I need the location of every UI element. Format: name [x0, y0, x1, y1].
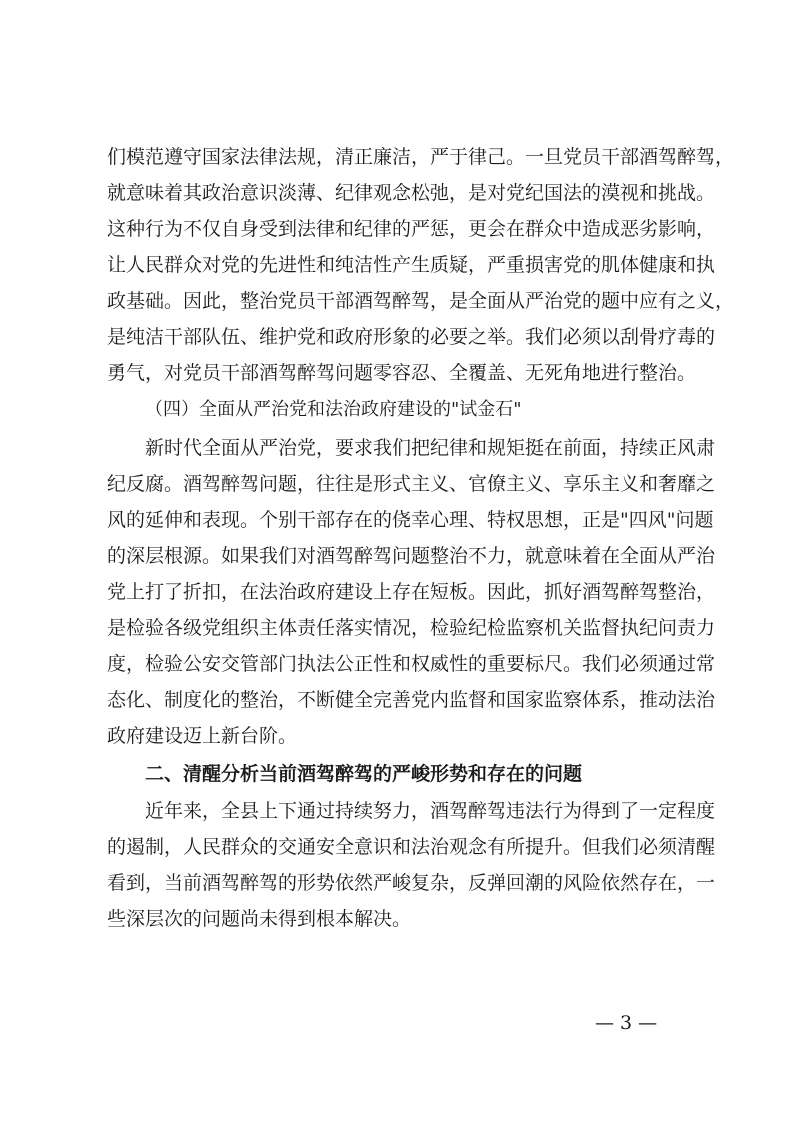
- paragraph-line: 看到，当前酒驾醉驾的形势依然严峻复杂，反弹回潮的风险依然存在，一: [107, 872, 716, 894]
- paragraph-line: 党上打了折扣，在法治政府建设上存在短板。因此，抓好酒驾醉驾整治，: [107, 581, 716, 603]
- paragraph-line: 们模范遵守国家法律法规，清正廉洁，严于律己。一旦党员干部酒驾醉驾，: [107, 146, 735, 168]
- paragraph-line: 就意味着其政治意识淡薄、纪律观念松弛，是对党纪国法的漠视和挑战。: [107, 182, 716, 204]
- section-heading-2: 二、清醒分析当前酒驾醉驾的严峻形势和存在的问题: [145, 763, 583, 785]
- paragraph-line: 政府建设迈上新台阶。: [107, 725, 298, 747]
- paragraph-line: 度，检验公安交管部门执法公正性和权威性的重要标尺。我们必须通过常: [107, 653, 716, 675]
- paragraph-line: 些深层次的问题尚未得到根本解决。: [107, 908, 412, 930]
- paragraph-line: 近年来，全县上下通过持续努力，酒驾醉驾违法行为得到了一定程度: [145, 800, 716, 822]
- paragraph-line: 勇气，对党员干部酒驾醉驾问题零容忍、全覆盖、无死角地进行整治。: [107, 362, 697, 384]
- paragraph-line: 新时代全面从严治党，要求我们把纪律和规矩挺在前面，持续正风肃: [145, 437, 716, 459]
- paragraph-line: 纪反腐。酒驾醉驾问题，往往是形式主义、官僚主义、享乐主义和奢靡之: [107, 473, 716, 495]
- paragraph-line: 是纯洁干部队伍、维护党和政府形象的必要之举。我们必须以刮骨疗毒的: [107, 326, 716, 348]
- paragraph-line: 政基础。因此，整治党员干部酒驾醉驾，是全面从严治党的题中应有之义，: [107, 290, 735, 312]
- paragraph-line: 让人民群众对党的先进性和纯洁性产生质疑，严重损害党的肌体健康和执: [107, 254, 716, 276]
- paragraph-line: 态化、制度化的整治，不断健全完善党内监督和国家监察体系，推动法治: [107, 689, 716, 711]
- paragraph-line: 是检验各级党组织主体责任落实情况，检验纪检监察机关监督执纪问责力: [107, 617, 716, 639]
- paragraph-line: 风的延伸和表现。个别干部存在的侥幸心理、特权思想，正是"四风"问题: [107, 509, 714, 531]
- paragraph-line: 的深层根源。如果我们对酒驾醉驾问题整治不力，就意味着在全面从严治: [107, 545, 716, 567]
- paragraph-line: 这种行为不仅自身受到法律和纪律的严惩，更会在群众中造成恶劣影响，: [107, 218, 716, 240]
- page-number: — 3 —: [595, 1012, 658, 1034]
- section-heading-4: （四）全面从严治党和法治政府建设的"试金石": [145, 399, 522, 420]
- paragraph-line: 的遏制，人民群众的交通安全意识和法治观念有所提升。但我们必须清醒: [107, 836, 716, 858]
